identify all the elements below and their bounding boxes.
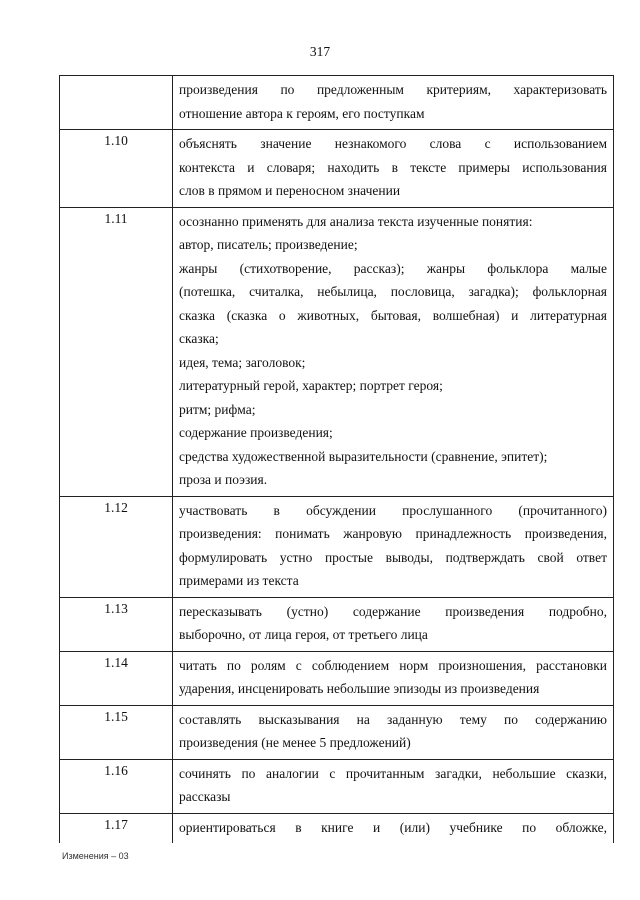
text-line: произведения: понимать жанровую принадлежность произведения, [179,526,607,541]
table-row [60,130,613,208]
text-line: содержание произведения; [179,425,333,440]
text-line: формулировать устно простые выводы, подтверждать свой ответ [179,549,607,565]
row-text [173,497,613,597]
table-row [60,497,613,598]
row-number: 1.10 [60,130,173,207]
row-number: 1.11 [60,208,173,496]
table-row [60,760,613,814]
table-row [60,814,613,844]
row-text [173,130,613,207]
footer-note: Изменения – 03 [62,851,129,861]
text-line: сочинять по аналогии с прочитанным загадки, небольшие сказки, [179,765,607,781]
text-line: ориентироваться в книге и (или) учебнике по обложке, [179,819,607,835]
text-line: осознанно применять для анализа текста изученные понятия: [179,213,533,229]
row-number: 1.15 [60,706,173,759]
row-text [173,706,613,759]
text-line: произведения (не менее 5 предложений) [179,735,411,750]
table-row [60,652,613,706]
text-line: объяснять значение незнакомого слова с использованием [179,136,607,151]
text-line: контекста и словаря; находить в тексте примеры использования [179,159,607,175]
text-line: рассказы [179,789,231,804]
text-line: сказка; [179,331,219,346]
text-line: (потешка, считалка, небылица, пословица, загадка); фольклорная [179,284,607,299]
text-line: пересказывать (устно) содержание произведения подробно, [179,603,607,619]
text-line: отношение автора к героям, его поступкам [179,105,425,121]
text-line: участвовать в обсуждении прослушанного (прочитанного) [179,502,607,518]
row-number: 1.14 [60,652,173,705]
row-text [173,76,613,129]
text-line: выборочно, от лица героя, от третьего лица [179,627,428,642]
text-line: проза и поэзия. [179,472,268,487]
text-line: ритм; рифма; [179,401,256,417]
page-number: 317 [309,44,331,59]
row-number [60,76,173,129]
row-text [173,652,613,705]
text-line: составлять высказывания на заданную тему по содержанию [179,711,607,727]
text-line: ударения, инсценировать небольшие эпизоды из произведения [179,681,540,696]
text-line: произведения по предложенным критериям, характеризовать [179,82,607,97]
text-line: идея, тема; заголовок; [179,354,306,370]
text-line: примерами из текста [179,573,299,588]
table-row [60,706,613,760]
text-line: литературный герой, характер; портрет героя; [179,378,443,393]
text-line: сказка (сказка о животных, бытовая, волшебная) и литературная [179,307,607,323]
text-line: средства художественной выразительности (сравнение, эпитет); [179,448,548,464]
row-text [173,208,613,496]
row-text [173,814,613,844]
text-line: жанры (стихотворение, рассказ); жанры фольклора малые [179,260,607,276]
row-number: 1.13 [60,598,173,651]
table-row [60,76,613,130]
text-line: читать по ролям с соблюдением норм произношения, расстановки [179,657,607,673]
row-number: 1.16 [60,760,173,813]
row-number: 1.17 [60,814,173,844]
content-table [59,75,614,843]
text-line: автор, писатель; произведение; [179,237,358,252]
row-number: 1.12 [60,497,173,597]
table-row [60,598,613,652]
row-text [173,760,613,813]
table-row [60,208,613,497]
text-line: слов в прямом и переносном значении [179,183,401,198]
row-text [173,598,613,651]
